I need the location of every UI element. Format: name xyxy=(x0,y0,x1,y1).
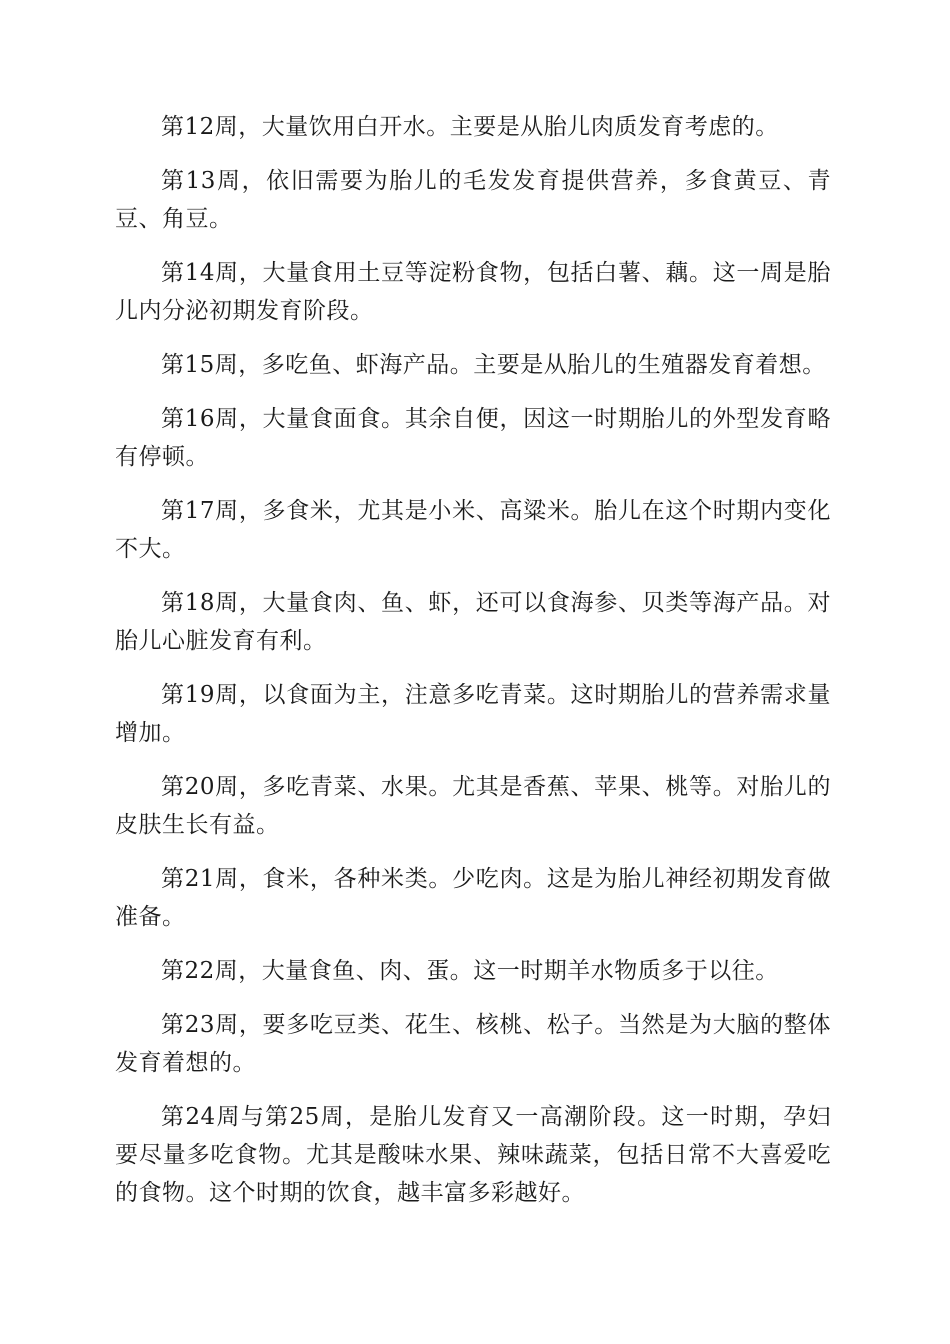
paragraph-week-16: 第16周，大量食面食。其余自便，因这一时期胎儿的外型发育略有停顿。 xyxy=(115,406,831,470)
paragraph-week-18: 第18周，大量食肉、鱼、虾，还可以食海参、贝类等海产品。对胎儿心脏发育有利。 xyxy=(115,590,831,654)
paragraph-week-22: 第22周，大量食鱼、肉、蛋。这一时期羊水物质多于以往。 xyxy=(161,958,779,984)
paragraph-week-21: 第21周，食米，各种米类。少吃肉。这是为胎儿神经初期发育做准备。 xyxy=(115,866,831,930)
paragraph-week-23: 第23周，要多吃豆类、花生、核桃、松子。当然是为大脑的整体发育着想的。 xyxy=(115,1012,831,1076)
paragraph-week-13: 第13周，依旧需要为胎儿的毛发发育提供营养，多食黄豆、青豆、角豆。 xyxy=(115,168,831,232)
paragraph-week-20: 第20周，多吃青菜、水果。尤其是香蕉、苹果、桃等。对胎儿的皮肤生长有益。 xyxy=(115,774,831,838)
paragraph-week-24-25: 第24周与第25周，是胎儿发育又一高潮阶段。这一时期，孕妇要尽量多吃食物。尤其是酸味水果、辣味蔬菜，包括日常不大喜爱吃的食物。这个时期的饮食，越丰富多彩越好。 xyxy=(115,1104,831,1206)
paragraph-week-12: 第12周，大量饮用白开水。主要是从胎儿肉质发育考虑的。 xyxy=(161,114,779,140)
document-body xyxy=(115,108,831,1228)
paragraph-week-19: 第19周，以食面为主，注意多吃青菜。这时期胎儿的营养需求量增加。 xyxy=(115,682,831,746)
paragraph-week-15: 第15周，多吃鱼、虾海产品。主要是从胎儿的生殖器发育着想。 xyxy=(161,352,826,378)
paragraph-week-17: 第17周，多食米，尤其是小米、高粱米。胎儿在这个时期内变化不大。 xyxy=(115,498,831,562)
paragraph-week-14: 第14周，大量食用土豆等淀粉食物，包括白薯、藕。这一周是胎儿内分泌初期发育阶段。 xyxy=(115,260,831,324)
